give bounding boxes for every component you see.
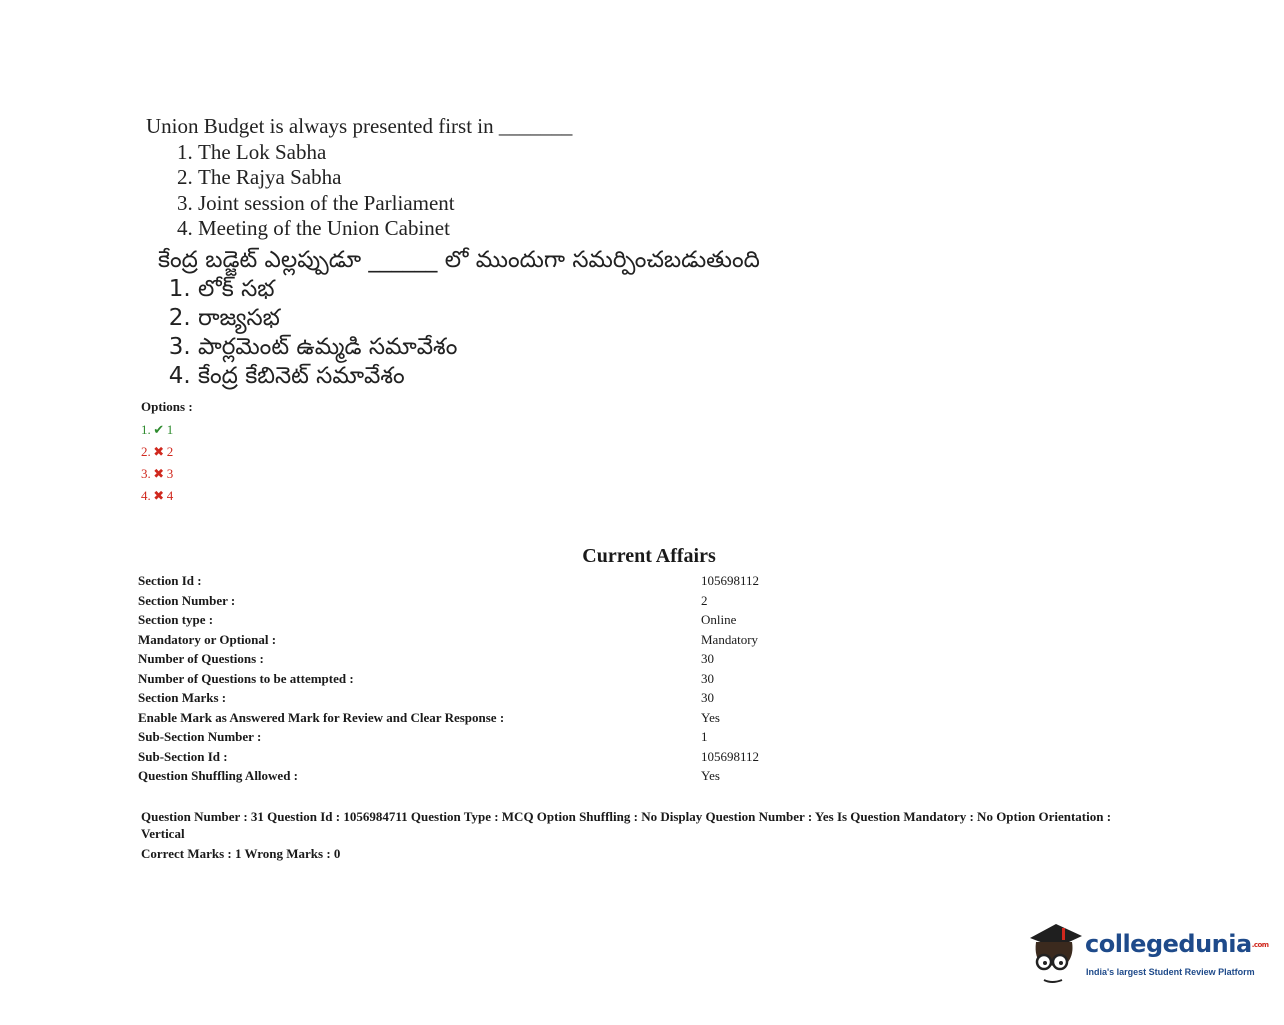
section-row [138,747,838,767]
section-row [138,766,838,786]
row-value: 30 [701,670,714,686]
row-key: Sub-Section Id : [138,748,228,764]
english-option: 4. Meeting of the Union Cabinet [198,216,906,242]
section-row [138,708,838,728]
question-block [146,114,906,391]
option-item [141,463,193,485]
question-telugu-text: కేంద్ర బడ్జెట్ ఎల్లప్పుడూ ______ లో ముందుగా సమర్పించబడుతుంది [158,246,760,273]
section-row [138,688,838,708]
option-number: 2. [141,444,151,459]
section-row [138,630,838,650]
english-option: 3. Joint session of the Parliament [198,191,906,217]
options-title: Options : [141,399,193,414]
section-row [138,571,838,591]
option-value: 2 [166,444,174,459]
meta-line: Question Number : 31 Question Id : 1056984711 Question Type : MCQ Option Shuffling : No Display Question Number : Yes Is Question Mandatory : No Option Orientation : Vertical [141,809,1112,841]
logo-tagline: India's largest Student Review Platform [1086,967,1255,977]
row-key: Number of Questions to be attempted : [138,670,354,686]
row-value: Mandatory [701,631,759,647]
option-item [141,485,193,507]
check-icon: ✔ [153,423,165,438]
telugu-option: 3. పార్లమెంట్ ఉమ్మడి సమావేశం [198,333,906,362]
option-number: 3. [141,466,151,481]
section-row [138,610,838,630]
row-key: Number of Questions : [138,651,264,666]
cross-icon: ✖ [153,489,165,504]
section-details-table [138,571,838,786]
row-value: 2 [701,592,708,608]
english-options-list [146,140,906,242]
row-value: 105698112 [701,573,760,588]
section-row [138,649,838,669]
row-key: Section Marks : [138,690,227,705]
row-key: Sub-Section Number : [138,729,262,744]
telugu-option: 1. లోక్ సభ [198,275,906,304]
logo-wordmark: collegedunia.com [1085,930,1269,958]
row-key: Section Number : [138,592,236,608]
row-value: 105698112 [701,748,760,764]
row-value: Yes [701,768,720,783]
question-meta [141,808,1131,862]
row-key: Enable Mark as Answered Mark for Review and Clear Response : [138,709,505,725]
telugu-options-list [146,275,906,391]
english-option: 1. The Lok Sabha [198,140,906,166]
row-key: Section Id : [138,573,202,588]
row-value: 30 [701,690,714,705]
row-key: Section type : [138,612,214,627]
cross-icon: ✖ [153,445,165,460]
option-value: 3 [166,466,174,481]
option-item [141,441,193,463]
options-list [141,399,193,507]
cross-icon: ✖ [153,467,165,482]
collegedunia-logo [1022,918,1269,988]
row-value: 30 [701,651,714,666]
question-english-text: Union Budget is always presented first in _______ [146,114,573,138]
question-telugu [146,246,906,391]
section-title: Current Affairs [582,545,716,567]
row-value: Online [701,612,737,627]
row-value: Yes [701,709,720,725]
section-row [138,727,838,747]
option-number: 1. [141,422,151,437]
telugu-option: 2. రాజ్యసభ [198,304,906,333]
section-row [138,591,838,611]
option-value: 1 [166,422,174,437]
row-key: Mandatory or Optional : [138,631,277,647]
option-item [141,419,193,441]
option-value: 4 [166,488,174,503]
row-value: 1 [701,729,708,744]
english-option: 2. The Rajya Sabha [198,165,906,191]
option-number: 4. [141,488,151,503]
row-key: Question Shuffling Allowed : [138,768,299,783]
telugu-option: 4. కేంద్ర కేబినెట్ సమావేశం [198,362,906,391]
mascot-icon [1022,918,1086,988]
marks-line: Correct Marks : 1 Wrong Marks : 0 [141,846,341,861]
question-english [146,114,906,242]
section-row [138,669,838,689]
